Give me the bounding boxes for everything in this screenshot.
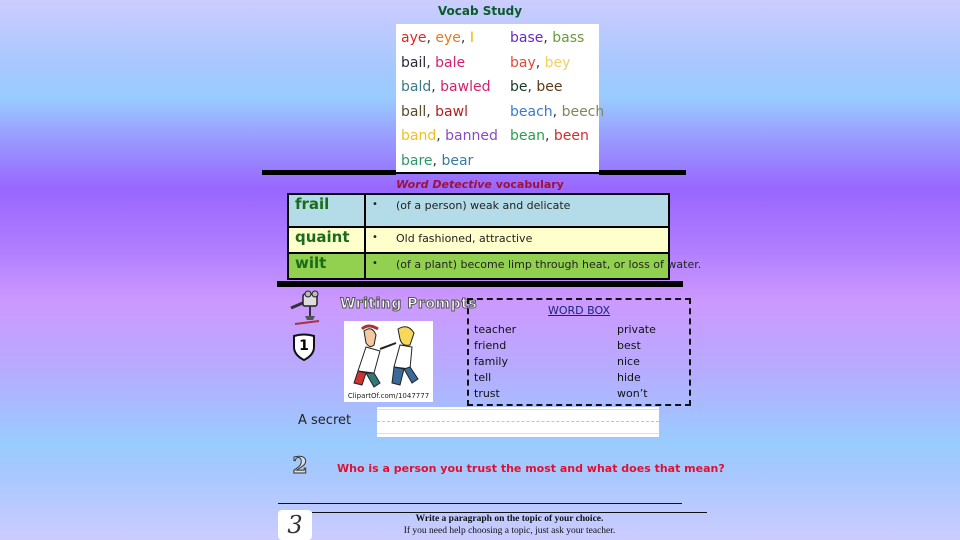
homophone-pair: aye, eye, I (401, 30, 474, 46)
homophone-pair: base, bass (510, 30, 585, 46)
word-box-item: family (474, 355, 508, 368)
prompt-number-1-shield-icon (291, 333, 317, 361)
prompt-number-2-icon: 2 (292, 453, 308, 479)
homophone-pair: bay, bey (510, 54, 571, 71)
prompt-3-hint: If you need help choosing a topic, just ask your teacher. (403, 526, 616, 536)
prompt-3-instruction: Write a paragraph on the topic of your choice. (415, 514, 604, 524)
definition-cell (365, 194, 669, 227)
word-box-item: best (617, 339, 641, 352)
bullet-icon: • (372, 232, 378, 243)
homophone-pair: bean, been (510, 128, 589, 145)
homophone-pair: band, banned (401, 128, 498, 145)
clipart-image (344, 321, 433, 402)
term-cell: frail (288, 194, 365, 227)
prompt-2-question: Who is a person you trust the most and what does that mean? (337, 462, 725, 475)
term-cell: quaint (288, 227, 365, 253)
table-row (288, 194, 669, 227)
word-box-left-column (474, 322, 516, 402)
movie-camera-icon (287, 290, 327, 328)
word-box-right-column (617, 322, 656, 402)
word-box-title: WORD BOX (548, 304, 610, 317)
word-box-item: nice (617, 355, 640, 368)
writing-prompts-heading: Writing Prompts (340, 296, 478, 312)
homophone-pair: bald, bawled (401, 79, 491, 96)
prompt-number-3-icon: 3 (278, 510, 312, 540)
divider-bar (277, 281, 683, 287)
word-detective-heading (0, 178, 960, 191)
bullet-icon: • (372, 258, 378, 269)
vocabulary-definitions-table (287, 193, 702, 280)
word-box-item: tell (474, 371, 492, 384)
word-box-item: teacher (474, 323, 517, 336)
bullet-icon: • (372, 199, 378, 210)
word-detective-heading-plain: vocabulary (491, 178, 564, 191)
homophone-pair: beach, beech (510, 103, 605, 120)
homophone-pair: be, bee (510, 79, 563, 96)
term-cell: wilt (288, 253, 365, 279)
handwriting-answer-field[interactable] (377, 407, 659, 437)
homophone-pair: bail, bale (401, 54, 466, 71)
word-box-item: friend (474, 339, 507, 352)
divider-bar (599, 170, 686, 175)
divider-bar (396, 172, 599, 174)
definition-cell (365, 227, 669, 253)
word-detective-heading-italic: Word Detective (396, 178, 492, 191)
word-box (467, 298, 691, 406)
page-title: Vocab Study (437, 4, 523, 18)
clipart-caption: ClipartOf.com/1047777 (347, 392, 430, 400)
divider-bar (262, 170, 396, 175)
definition-text: (of a person) weak and delicate (396, 199, 571, 212)
table-row (288, 227, 669, 253)
divider-line (278, 503, 682, 504)
homophone-list-card (396, 24, 605, 172)
definition-cell (365, 253, 702, 279)
table-row (288, 253, 669, 279)
homophone-pair: bare, bear (401, 153, 474, 169)
word-box-item: hide (617, 371, 641, 384)
prompt-number: 1 (299, 338, 309, 354)
definition-text: (of a plant) become limp through heat, or loss of water. (396, 258, 702, 271)
homophone-pair: ball, bawl (401, 103, 468, 120)
word-box-item: won’t (617, 387, 648, 400)
word-box-item: private (617, 323, 656, 336)
definition-text: Old fashioned, attractive (396, 232, 533, 245)
divider-line (312, 512, 707, 513)
prompt-1-label: A secret (298, 413, 352, 428)
word-box-item: trust (474, 387, 500, 400)
